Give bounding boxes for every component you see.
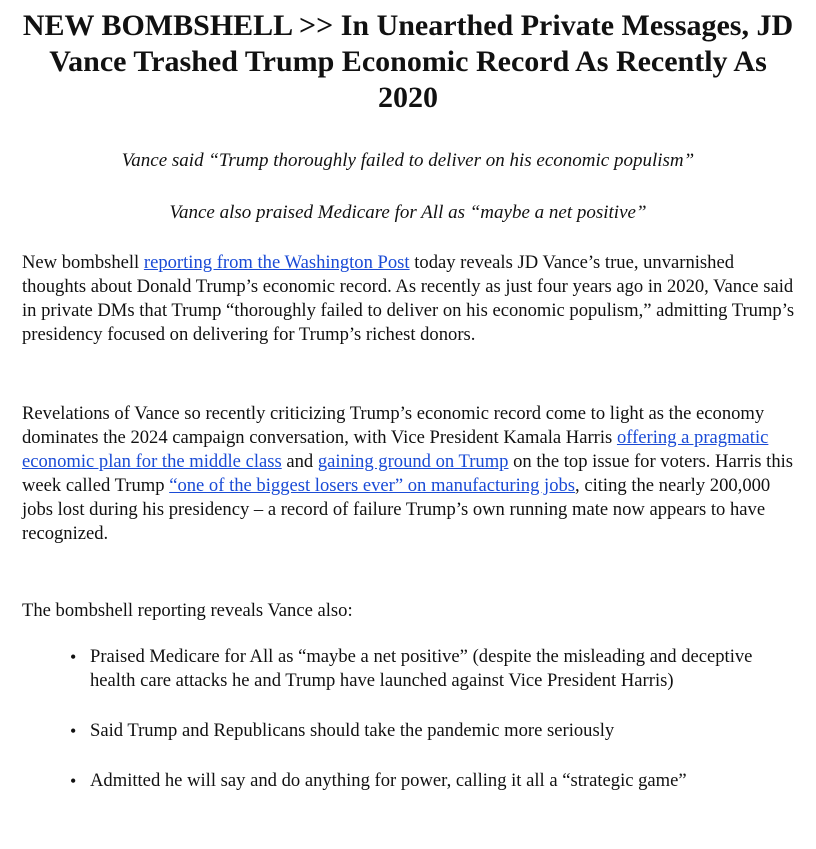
paragraph-intro-lead: New bombshell bbox=[22, 252, 144, 273]
paragraph-economy-text-1: Revelations of Vance so recently criticizing Trump’s economic record come to light as the economy dominates the 2024 campaign conversation, with Vice President Kamala Harris bbox=[22, 403, 765, 448]
paragraph-intro bbox=[22, 251, 802, 347]
subheadline-quote: Vance said “Trump thoroughly failed to deliver on his economic populism” bbox=[121, 150, 695, 171]
list-item-text: Praised Medicare for All as “maybe a net positive” (despite the misleading and deceptive health care attacks he and Trump have launched against Vice President Harris) bbox=[90, 646, 753, 691]
revelations-list bbox=[58, 645, 788, 819]
list-item-text: Admitted he will say and do anything for power, calling it all a “strategic game” bbox=[90, 770, 687, 791]
washington-post-link[interactable]: reporting from the Washington Post bbox=[143, 252, 410, 273]
paragraph-economy-text-2: and bbox=[281, 451, 318, 472]
paragraph-economy-text-3: on the top issue for voters. Harris this week called Trump bbox=[22, 451, 794, 496]
bullet-icon: • bbox=[70, 771, 77, 791]
bullet-icon: • bbox=[70, 647, 77, 667]
bullet-icon: • bbox=[70, 721, 77, 741]
list-item bbox=[58, 719, 788, 743]
economic-plan-link[interactable]: offering a pragmatic economic plan for the middle class bbox=[22, 427, 769, 472]
paragraph-reveals: The bombshell reporting reveals Vance also: bbox=[22, 600, 353, 621]
list-item bbox=[58, 645, 788, 693]
paragraph-intro-body: today reveals JD Vance’s true, unvarnished thoughts about Donald Trump’s economic record. As recently as just four years ago in 2020, Vance said in private DMs that Trump “thoroughly failed to deliver on his economic populism,” admitting Trump’s presidency focused on delivering for Trump’s richest donors. bbox=[22, 252, 795, 345]
gaining-ground-link[interactable]: gaining ground on Trump bbox=[317, 451, 509, 472]
list-item-text: Said Trump and Republicans should take the pandemic more seriously bbox=[90, 720, 615, 741]
list-item bbox=[58, 769, 788, 793]
paragraph-economy-text-4: , citing the nearly 200,000 jobs lost during his presidency – a record of failure Trump’s own running mate now appears to have recognized. bbox=[22, 475, 771, 544]
headline: NEW BOMBSHELL >> In Unearthed Private Messages, JD Vance Trashed Trump Economic Record As Recently As 2020 bbox=[22, 9, 794, 114]
biggest-losers-link[interactable]: “one of the biggest losers ever” on manufacturing jobs bbox=[169, 475, 576, 496]
paragraph-economy bbox=[22, 402, 802, 546]
subheadline-medicare: Vance also praised Medicare for All as “maybe a net positive” bbox=[169, 202, 647, 223]
